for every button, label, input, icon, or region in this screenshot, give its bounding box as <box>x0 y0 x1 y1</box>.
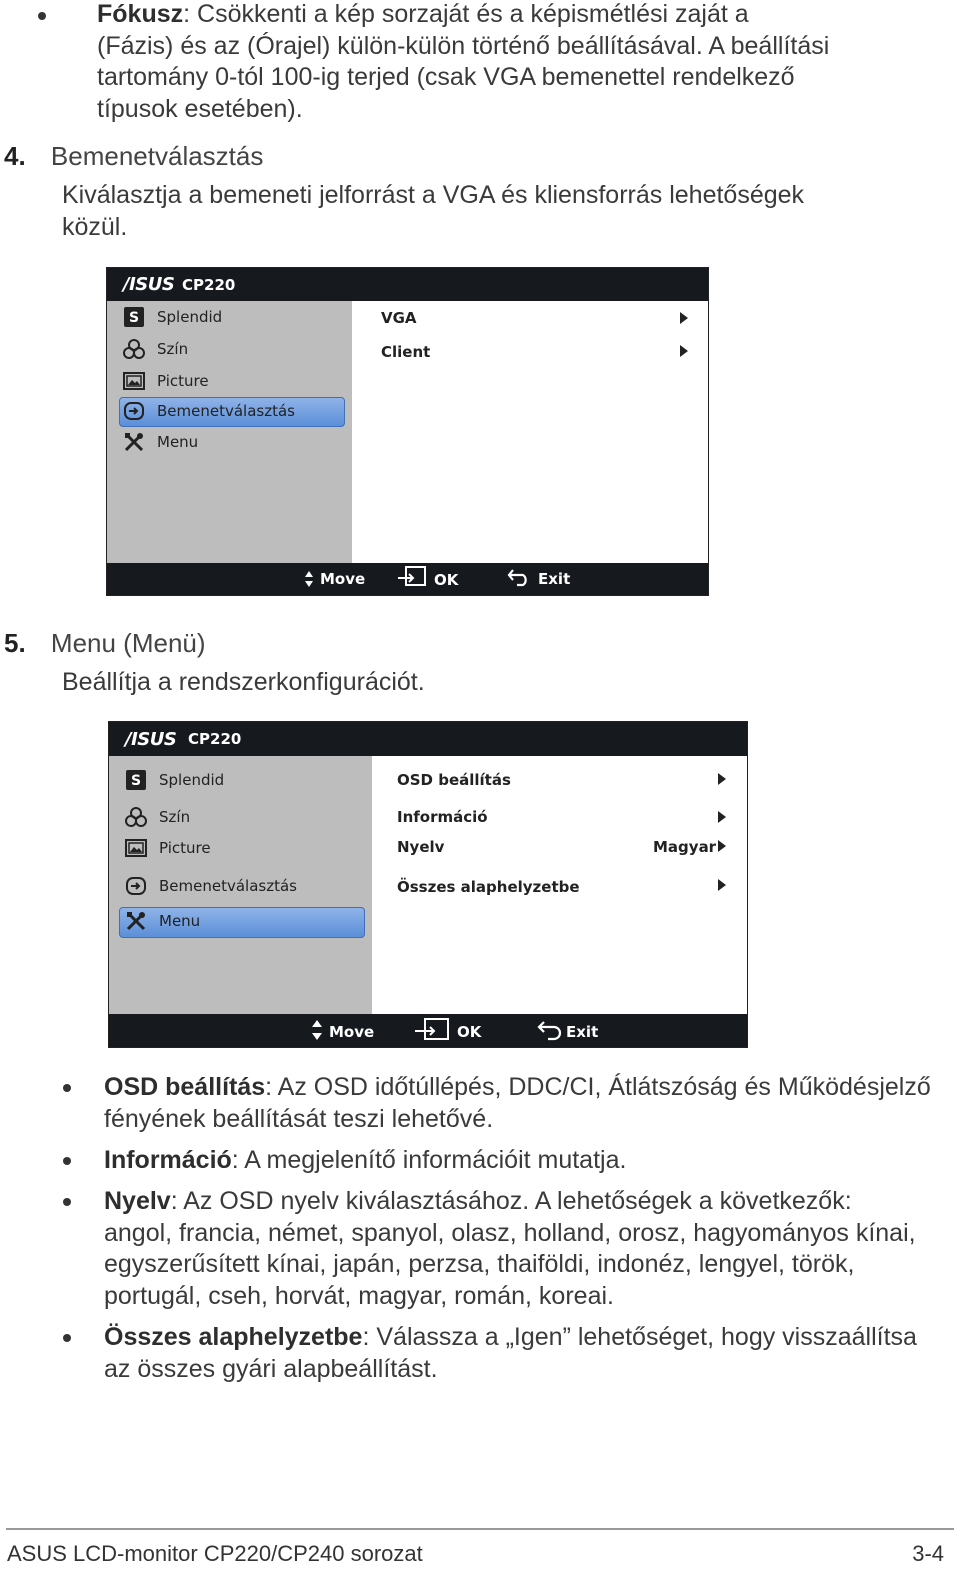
bullet-dot <box>63 1157 71 1165</box>
menu-label: Bemenetválasztás <box>159 877 297 895</box>
bullet-term: Nyelv <box>104 1187 171 1215</box>
text-line: Beállítja a rendszerkonfigurációt. <box>62 668 425 696</box>
menu-label: Splendid <box>157 308 223 326</box>
arrow-right-icon <box>718 773 726 785</box>
focus-paragraph <box>97 0 917 125</box>
bullet-term: Információ <box>104 1146 232 1174</box>
text-line: egyszerűsített kínai, japán, perzsa, thaiföldi, indonéz, lengyel, török, <box>104 1250 855 1278</box>
option-language[interactable]: Nyelv <box>397 838 445 856</box>
focus-term: Fókusz <box>97 0 184 28</box>
osd-header <box>107 268 708 301</box>
bullet-language <box>104 1186 944 1312</box>
menu-label: Menu <box>159 912 201 930</box>
footer-exit: Exit <box>538 570 571 588</box>
osd-menu-panel <box>109 756 372 1014</box>
menu-label: Szín <box>159 808 191 826</box>
bullet-dot <box>63 1334 71 1342</box>
color-circles-icon <box>125 806 147 828</box>
footer-ok: OK <box>457 1023 482 1041</box>
osd-screenshot-menu <box>108 721 748 1048</box>
text-line: (Fázis) és az (Órajel) külön-külön történő beállításával. A beállítási <box>97 31 830 60</box>
section-4-heading <box>4 141 263 172</box>
bullet-term: OSD beállítás <box>104 1073 266 1101</box>
asus-logo: /ISUS <box>125 729 177 750</box>
osd-footer <box>109 1014 747 1047</box>
svg-text:S: S <box>128 310 140 326</box>
arrow-right-icon <box>718 840 726 852</box>
text-line: közül. <box>62 212 128 241</box>
option-reset-all[interactable]: Összes alaphelyzetbe <box>397 878 580 896</box>
osd-screenshot-input-select <box>106 267 709 596</box>
selected-highlight <box>119 907 365 938</box>
text-line: fényének beállítását teszi lehetővé. <box>104 1104 494 1133</box>
menu-label: Bemenetválasztás <box>157 402 295 420</box>
text-line: típusok esetében). <box>97 94 303 123</box>
menu-label: Menu <box>157 433 199 451</box>
option-vga[interactable]: VGA <box>381 309 417 327</box>
section-title: Menu (Menü) <box>50 628 206 658</box>
exit-icon <box>507 567 531 587</box>
enter-icon <box>414 1018 450 1042</box>
section-number: 5. <box>4 628 26 658</box>
option-language-value: Magyar <box>653 838 717 856</box>
bullet-term: Összes alaphelyzetbe <box>104 1323 363 1351</box>
text-line: : Csökkenti a kép sorzaját és a képismétlési zaját a <box>183 0 749 28</box>
text-line: : A megjelenítő információit mutatja. <box>231 1146 627 1174</box>
section-5-description <box>62 667 425 699</box>
osd-model: CP220 <box>182 276 236 294</box>
color-circles-icon <box>123 338 145 360</box>
osd-options-panel <box>354 301 708 563</box>
section-5-heading <box>4 628 206 659</box>
menu-label: Picture <box>157 372 209 390</box>
osd-footer <box>107 563 708 595</box>
arrow-right-icon <box>718 879 726 891</box>
bullet-information <box>104 1145 944 1177</box>
text-line: : Válassza a „Igen” lehetőséget, hogy visszaállítsa <box>362 1323 917 1351</box>
text-line: angol, francia, német, spanyol, olasz, holland, orosz, hagyományos kínai, <box>104 1218 916 1247</box>
bullet-osd-settings <box>104 1072 944 1135</box>
section-title: Bemenetválasztás <box>50 141 264 171</box>
input-select-icon <box>123 400 145 422</box>
footer-move: Move <box>320 570 366 588</box>
menu-label: Splendid <box>159 771 225 789</box>
tools-icon <box>123 431 145 453</box>
option-osd-settings[interactable]: OSD beállítás <box>397 771 511 789</box>
bullet-reset-all <box>104 1322 944 1385</box>
enter-icon <box>397 566 427 588</box>
svg-text:S: S <box>130 773 142 789</box>
section-number: 4. <box>4 141 26 171</box>
bullet-dot <box>63 1198 71 1206</box>
arrow-right-icon <box>718 811 726 823</box>
arrow-right-icon <box>680 345 688 357</box>
bullet-dot <box>38 12 46 20</box>
asus-logo: /ISUS <box>123 274 175 295</box>
picture-icon <box>123 370 145 392</box>
section-4-description <box>62 180 804 243</box>
option-information[interactable]: Információ <box>397 808 488 826</box>
exit-icon <box>537 1019 563 1041</box>
footer-move: Move <box>329 1023 375 1041</box>
up-down-icon <box>311 1019 323 1041</box>
footer-product: ASUS LCD-monitor CP220/CP240 sorozat <box>7 1541 423 1566</box>
text-line: Kiválasztja a bemeneti jelforrást a VGA és kliensforrás lehetőségek <box>62 181 805 209</box>
osd-menu-panel <box>107 301 352 563</box>
tools-icon <box>125 910 147 932</box>
page-number: 3-4 <box>912 1541 944 1566</box>
picture-icon <box>125 837 147 859</box>
menu-label: Picture <box>159 839 211 857</box>
arrow-right-icon <box>680 312 688 324</box>
osd-model: CP220 <box>188 730 242 748</box>
footer-divider <box>6 1528 954 1530</box>
text-line: : Az OSD nyelv kiválasztásához. A lehetőségek a következők: <box>170 1187 852 1215</box>
osd-header <box>109 722 747 756</box>
up-down-icon <box>304 570 314 588</box>
bullet-dot <box>63 1084 71 1092</box>
osd-options-panel <box>374 756 747 1014</box>
splendid-s-icon <box>123 306 145 328</box>
footer-exit: Exit <box>566 1023 599 1041</box>
splendid-s-icon <box>125 769 147 791</box>
footer-ok: OK <box>434 571 459 589</box>
text-line: az összes gyári alapbeállítást. <box>104 1354 438 1383</box>
text-line: portugál, cseh, horvát, magyar, román, koreai. <box>104 1281 614 1310</box>
option-client[interactable]: Client <box>381 343 431 361</box>
text-line: : Az OSD időtúllépés, DDC/CI, Átlátszóság és Működésjelző <box>265 1073 931 1101</box>
input-select-icon <box>125 875 147 897</box>
menu-label: Szín <box>157 340 189 358</box>
text-line: tartomány 0-tól 100-ig terjed (csak VGA bemenettel rendelkező <box>97 63 795 91</box>
